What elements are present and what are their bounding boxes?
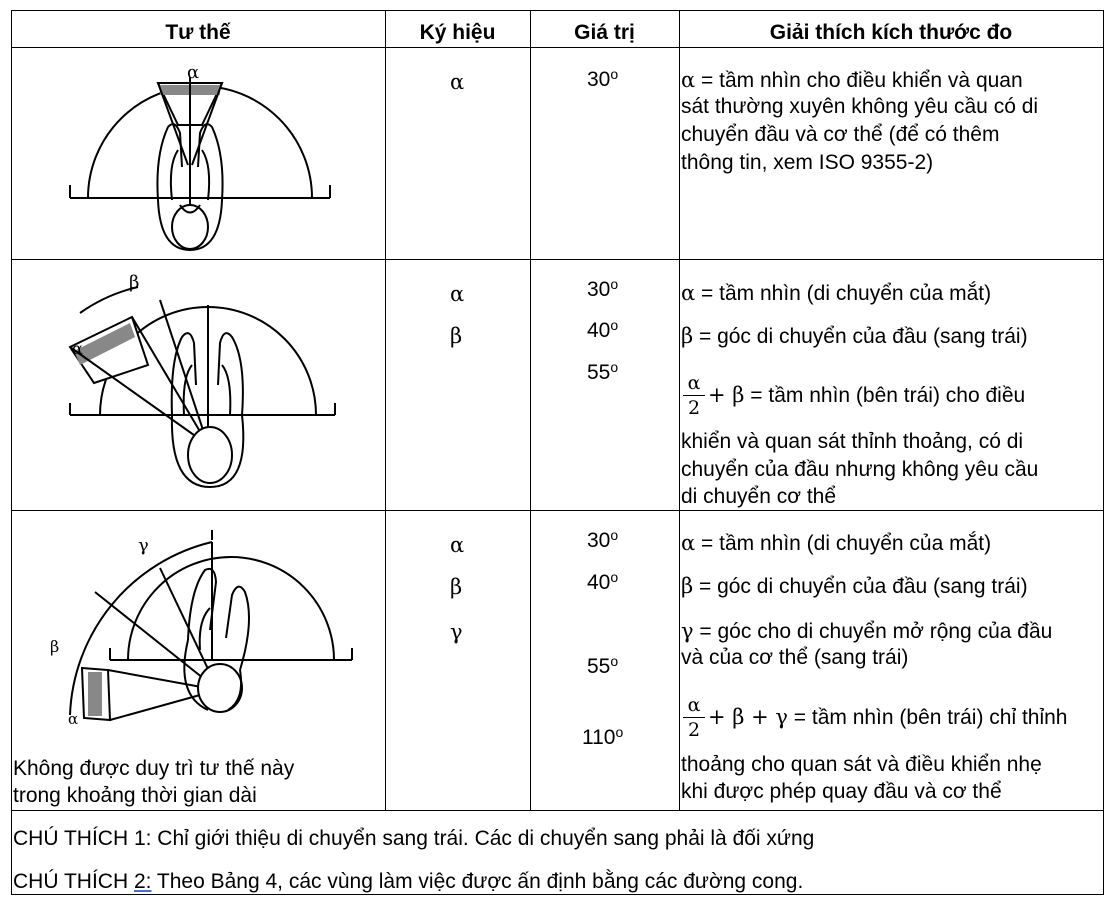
figure3-gamma-label: γ xyxy=(138,535,149,556)
row3-symbol-gamma: γ xyxy=(450,620,463,644)
row1-value: 30$^o$ xyxy=(587,66,619,91)
row3-posture-note-line1: Không được duy trì tư thế này xyxy=(13,757,295,780)
row1-desc-line1: α = tầm nhìn cho điều khiển và quan xyxy=(681,68,1023,92)
table-left-border xyxy=(11,10,12,895)
header-explanation: Giải thích kích thước đo xyxy=(769,21,1013,44)
row2-value-beta: 40$^o$ xyxy=(587,317,619,342)
row3-value-beta: 40$^o$ xyxy=(587,569,619,594)
row2-value-alpha: 30$^o$ xyxy=(587,276,619,301)
row2-symbol-alpha: α xyxy=(450,282,465,306)
figure3-alpha-label: α xyxy=(68,710,79,728)
row2-symbol-beta: β xyxy=(450,324,463,348)
row3-desc-beta: β = góc di chuyển của đầu (sang trái) xyxy=(681,574,1028,598)
row2-desc-cont1: khiển và quan sát thỉnh thoảng, có di xyxy=(681,430,1024,453)
row1-desc-line2: sát thường xuyên không yêu cầu có di xyxy=(681,95,1039,118)
row3-value-gamma: 55$^o$ xyxy=(587,653,619,678)
row3-desc-sum: + β + γ = tầm nhìn (bên trái) chỉ thỉnh xyxy=(708,705,1068,729)
row3-symbol-beta: β xyxy=(450,575,463,599)
row2-fraction: α 2 xyxy=(681,372,707,419)
row3-value-alpha: 30$^o$ xyxy=(587,527,619,552)
posture-figure-3 xyxy=(40,520,365,745)
row3-desc-gamma: γ = góc cho di chuyển mở rộng của đầu xyxy=(681,619,1053,643)
figure2-alpha-label: α xyxy=(72,339,83,358)
table-top-border xyxy=(11,10,1104,11)
row3-divider xyxy=(11,810,1104,811)
row3-symbol-alpha: α xyxy=(450,533,465,557)
row1-divider xyxy=(11,259,1104,260)
header-value: Giá trị xyxy=(574,21,635,44)
header-symbol: Ký hiệu xyxy=(419,21,496,44)
row3-value-sum: 110$^o$ xyxy=(582,724,624,749)
col-divider-3 xyxy=(679,10,680,811)
posture-figure-1 xyxy=(60,55,340,255)
row2-desc-cont2: chuyển của đầu nhưng không yêu cầu xyxy=(681,458,1039,481)
row3-desc-alpha: α = tầm nhìn (di chuyển của mắt) xyxy=(681,531,992,555)
row1-desc-line3: chuyển đầu và cơ thể (để có thêm xyxy=(681,123,1000,146)
table-right-border xyxy=(1103,10,1104,895)
col-divider-2 xyxy=(530,10,531,811)
row2-divider xyxy=(11,510,1104,511)
row2-desc-sum: + β = tầm nhìn (bên trái) cho điều xyxy=(708,383,1026,407)
header-posture: Tư thế xyxy=(165,21,231,44)
row1-desc-line4: thông tin, xem ISO 9355-2) xyxy=(681,151,934,174)
row3-fraction: α 2 xyxy=(681,694,707,741)
row2-desc-beta: β = góc di chuyển của đầu (sang trái) xyxy=(681,324,1028,348)
note-2: CHÚ THÍCH 2: Theo Bảng 4, các vùng làm việc được ấn định bằng các đường cong. xyxy=(13,870,804,893)
table-bottom-border xyxy=(11,894,1104,895)
row3-desc-gamma-cont: và của cơ thể (sang trái) xyxy=(681,646,909,669)
row2-desc-alpha: α = tầm nhìn (di chuyển của mắt) xyxy=(681,281,992,305)
row3-desc-cont2: khi được phép quay đầu và cơ thể xyxy=(681,780,1002,803)
header-divider xyxy=(11,47,1104,48)
figure1-alpha-label: α xyxy=(187,62,200,83)
row1-symbol-alpha: α xyxy=(450,70,465,94)
col-divider-1 xyxy=(385,10,386,811)
row2-value-sum: 55$^o$ xyxy=(587,359,619,384)
row2-desc-cont3: di chuyển cơ thể xyxy=(681,485,837,508)
figure3-beta-label: β xyxy=(50,637,60,656)
row3-posture-note-line2: trong khoảng thời gian dài xyxy=(13,784,257,807)
row3-desc-cont1: thoảng cho quan sát và điều khiển nhẹ xyxy=(681,753,1042,776)
note-2-number: 2: xyxy=(133,870,152,893)
posture-figure-2 xyxy=(60,265,350,500)
figure2-beta-label: β xyxy=(129,272,140,293)
note-1: CHÚ THÍCH 1: Chỉ giới thiệu di chuyển sang trái. Các di chuyển sang phải là đối xứng xyxy=(13,827,815,850)
